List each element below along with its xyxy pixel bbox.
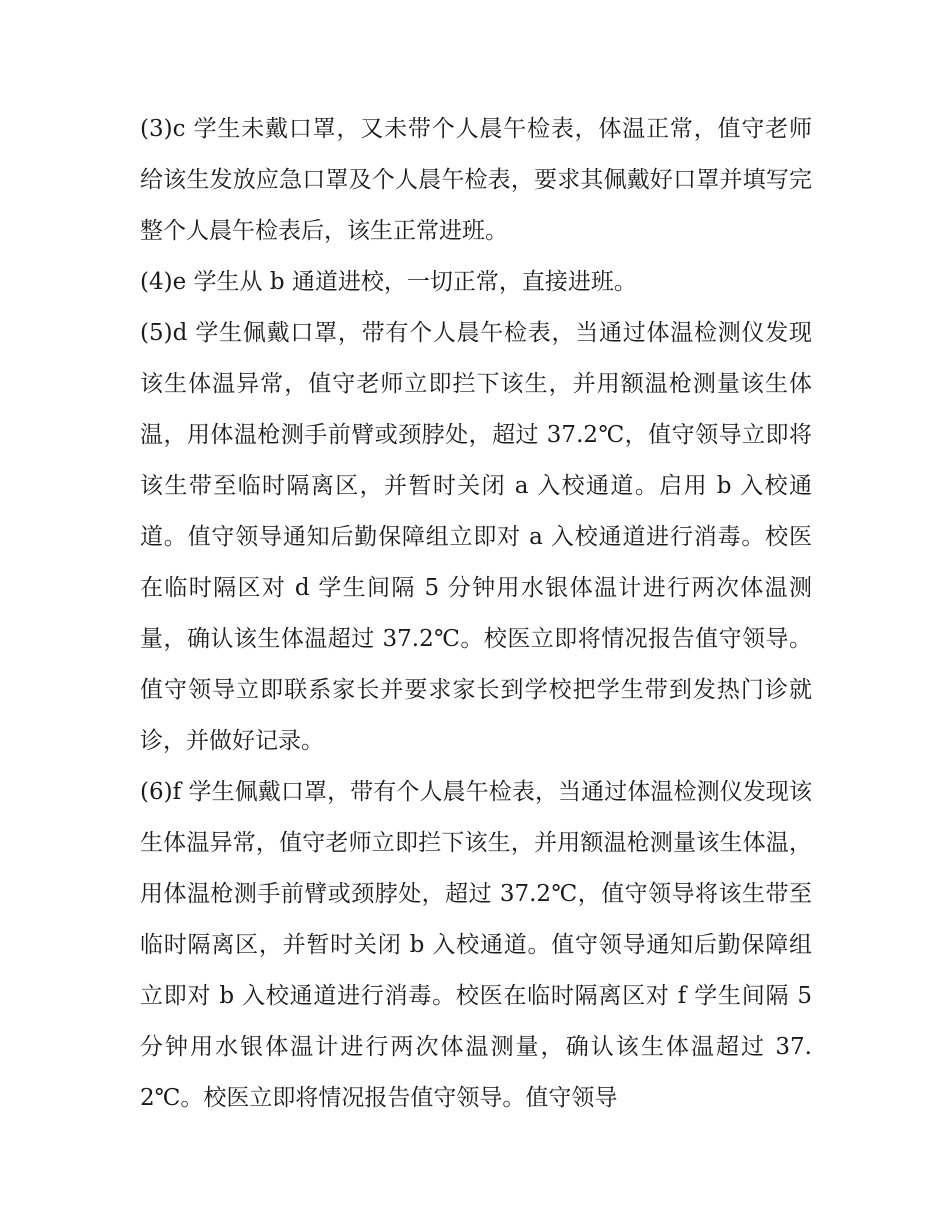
paragraph-5: (5)d 学生佩戴口罩，带有个人晨午检表，当通过体温检测仪发现该生体温异常，值守老师立即拦下该生，并用额温枪测量该生体温，用体温枪测手前臂或颈脖处，超过 37.2℃，值守领导立即将该生带至临时隔离区，并暂时关闭 a 入校通道。启用 b 入校通道。值守领导通知后勤保障组立即对 a 入校通道进行消毒。校医在临时隔区对 d 学生间隔 5 分钟用水银体温计进行两次体温测量，确认该生体温超过 37.2℃。校医立即将情况报告值守领导。值守领导立即联系家长并要求家长到学校把学生带到发热门诊就诊，并做好记录。 [140,320,812,754]
paragraph-6: (6)f 学生佩戴口罩，带有个人晨午检表，当通过体温检测仪发现该生体温异常，值守老师立即拦下该生，并用额温枪测量该生体温，用体温枪测手前臂或颈脖处，超过 37.2℃，值守领导将该生带至临时隔离区，并暂时关闭 b 入校通道。值守领导通知后勤保障组立即对 b 入校通道进行消毒。校医在临时隔离区对 f 学生间隔 5 分钟用水银体温计进行两次体温测量，确认该生体温超过 37.2℃。校医立即将情况报告值守领导。值守领导 [140,779,812,1111]
document-body [140,104,812,1124]
paragraph-4: (4)e 学生从 b 通道进校，一切正常，直接进班。 [140,269,637,295]
paragraph-3: (3)c 学生未戴口罩，又未带个人晨午检表，体温正常，值守老师给该生发放应急口罩及个人晨午检表，要求其佩戴好口罩并填写完整个人晨午检表后，该生正常进班。 [140,116,812,244]
